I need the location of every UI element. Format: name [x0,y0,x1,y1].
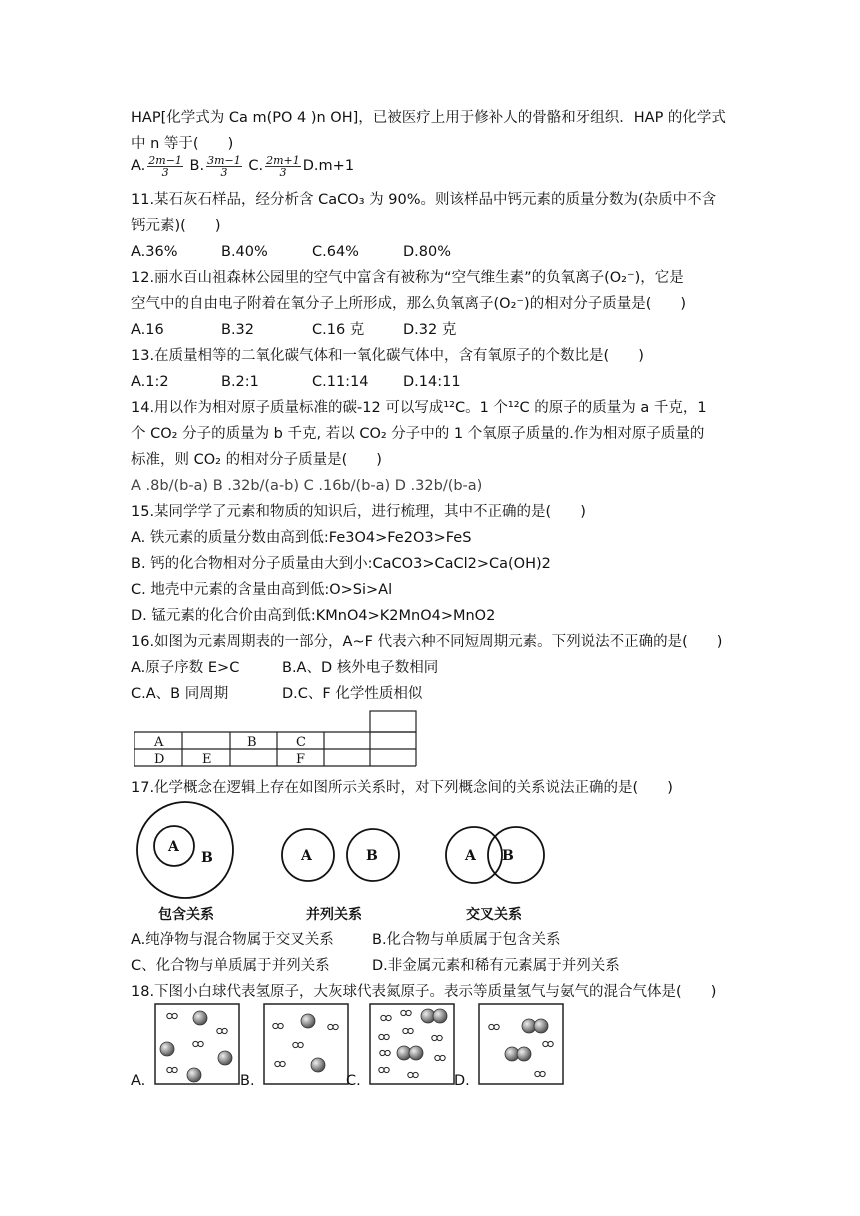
q18-option-d: D. [454,1073,470,1089]
q12-option-b: B.32 [221,322,255,338]
q13-option-b: B.2:1 [221,374,259,390]
box-a [155,1004,239,1084]
q17-stem: 17.化学概念在逻辑上存在如图所示关系时，对下列概念间的关系说法正确的是( ) [131,780,673,796]
cell-e: E [202,752,212,767]
q16-option-a: A.原子序数 E>C [131,660,240,676]
q16-option-c: C.A、B 同周期 [131,686,229,702]
q11-stem-line1: 11.某石灰石样品，经分析含 CaCO₃ 为 90%。则该样品中钙元素的质量分数为(杂质中不含 [131,192,717,208]
q14-stem-line2: 个 CO₂ 分子的质量为 b 千克, 若以 CO₂ 分子中的 1 个氧原子质量的.作为相对原子质量的 [131,426,705,442]
set-relations-figure [128,800,558,930]
q11-stem-line2: 钙元素)( ) [131,218,221,234]
q10-option-d: D.m+1 [302,158,355,174]
caption-intersect: 交叉关系 [466,907,522,923]
q14-stem-line3: 标准，则 CO₂ 的相对分子质量是( ) [131,452,382,468]
q12-option-d: D.32 克 [403,322,457,338]
q17-option-d: D.非金属元素和稀有元素属于并列关系 [372,958,620,974]
q17-option-a: A.纯净物与混合物属于交叉关系 [131,932,334,948]
q10-option-c-fraction: $\frac{2m+1}{3}$ [266,153,300,179]
q16-option-b: B.A、D 核外电子数相同 [282,660,439,676]
q10-option-a-fraction: $\frac{2m-1}{3}$ [148,153,182,179]
q15-stem: 15.某同学学了元素和物质的知识后，进行梳理，其中不正确的是( ) [131,504,586,520]
q18-option-c: C. [346,1073,361,1089]
parallel-label-a: A [301,848,312,864]
q15-option-d: D. 锰元素的化合价由高到低:KMnO4>K2MnO4>MnO2 [131,608,496,624]
q12-stem-line1: 12.丽水百山祖森林公园里的空气中富含有被称为“空气维生素”的负氧离子(O₂⁻)，它是 [131,270,684,286]
q10-option-a-label: A. [131,158,146,174]
q10-stem-line1: HAP[化学式为 Ca m(PO 4 )n OH]，已被医疗上用于修补人的骨骼和牙组织．HAP 的化学式 [131,110,726,126]
q10-stem-line2: 中 n 等于( ) [131,136,234,152]
cell-d: D [154,752,165,767]
caption-containment: 包含关系 [158,907,214,923]
q16-option-d: D.C、F 化学性质相似 [282,686,423,702]
cell-c: C [296,735,306,750]
q12-option-c: C.16 克 [312,322,365,338]
q10-option-b-label: B. [189,158,205,174]
q12-stem-line2: 空气中的自由电子附着在氧分子上所形成，那么负氧离子(O₂⁻)的相对分子质量是( ) [131,296,687,312]
containment-label-b: B [201,850,213,866]
q18-stem: 18.下图小白球代表氢原子，大灰球代表氮原子。表示等质量氢气与氨气的混合气体是( ) [131,984,717,1000]
q11-option-d: D.80% [403,244,452,260]
caption-parallel: 并列关系 [306,907,362,923]
cell-f: F [296,752,306,767]
q17-option-c: C、化合物与单质属于并列关系 [131,958,330,974]
q10-option-c-label: C. [248,158,264,174]
intersect-circle-b [488,827,544,883]
intersect-label-a: A [465,848,476,864]
q10-options [131,154,354,178]
periodic-table-figure [134,710,418,768]
q15-option-b: B. 钙的化合物相对分子质量由大到小:CaCO3>CaCl2>Ca(OH)2 [131,556,551,572]
q14-stem-line1: 14.用以作为相对原子质量标准的碳-12 可以写成¹²C。1 个¹²C 的原子的质量为 a 千克，1 [131,400,707,416]
containment-outer-circle [137,802,233,898]
q13-option-d: D.14:11 [403,374,461,390]
q12-option-a: A.16 [131,322,164,338]
q15-option-a: A. 铁元素的质量分数由高到低:Fe3O4>Fe2O3>FeS [131,530,472,546]
containment-label-a: A [168,839,179,855]
intersect-label-b: B [502,848,514,864]
q16-stem: 16.如图为元素周期表的一部分，A~F 代表六种不同短周期元素。下列说法不正确的是( ) [131,634,723,650]
q11-option-c: C.64% [312,244,359,260]
cell-a: A [154,735,164,750]
q17-option-b: B.化合物与单质属于包含关系 [372,932,561,948]
q18-option-b: B. [240,1073,255,1089]
q15-option-c: C. 地壳中元素的含量由高到低:O>Si>Al [131,582,393,598]
q13-stem: 13.在质量相等的二氧化碳气体和一氧化碳气体中，含有氧原子的个数比是( ) [131,348,644,364]
box-c [370,1004,454,1084]
box-d [479,1004,563,1084]
cell-b: B [247,735,257,750]
box-b [264,1004,348,1084]
q10-option-b-fraction: $\frac{3m-1}{3}$ [207,153,241,179]
q11-option-a: A.36% [131,244,178,260]
q18-option-a: A. [131,1073,146,1089]
q13-option-a: A.1:2 [131,374,169,390]
q13-option-c: C.11:14 [312,374,369,390]
q11-option-b: B.40% [221,244,268,260]
parallel-label-b: B [366,848,378,864]
q14-options: A .8b/(b-a) B .32b/(a-b) C .16b/(b-a) D .32b/(b-a) [131,478,483,494]
